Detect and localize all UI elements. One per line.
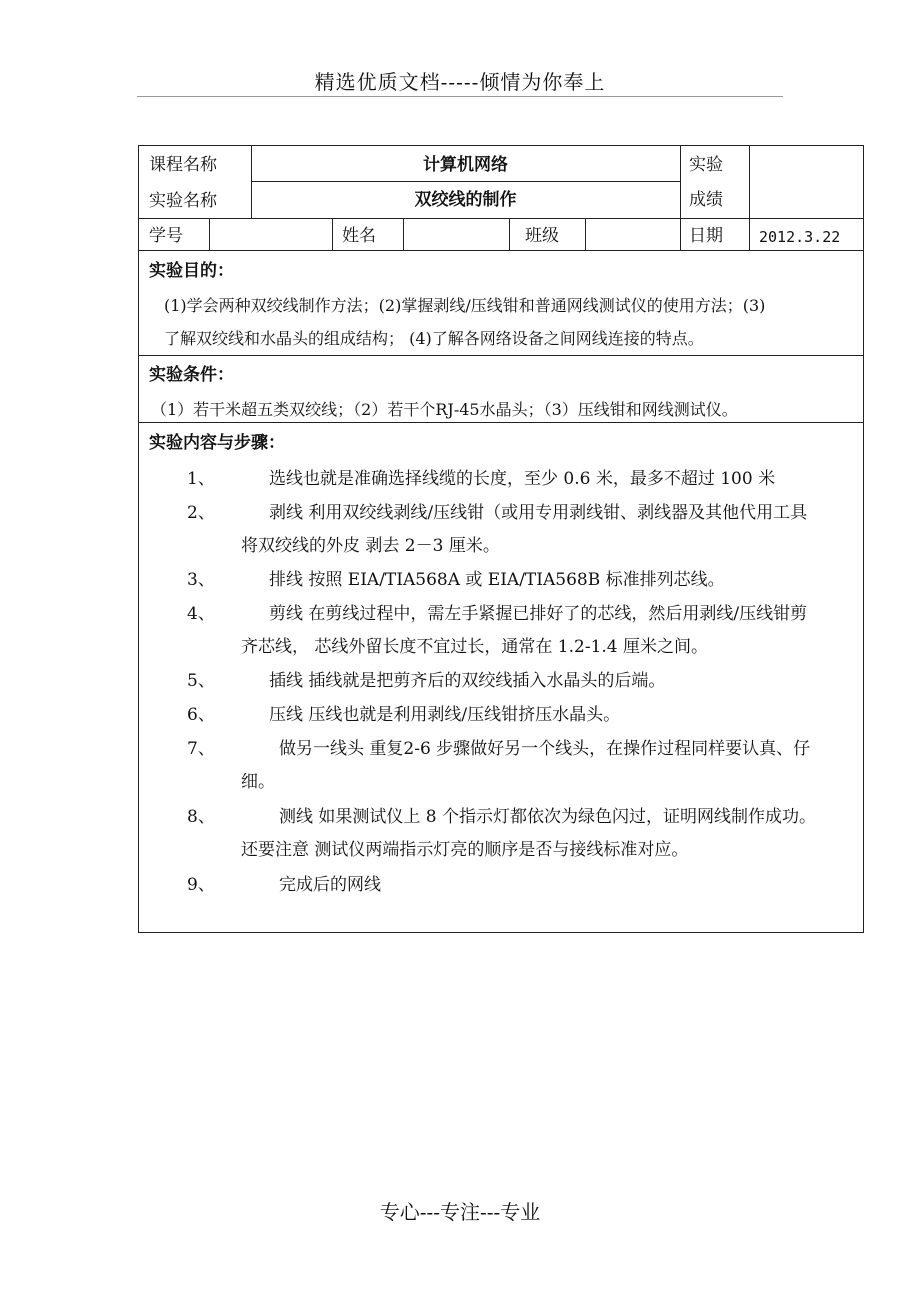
step-line-1: 做另一线头 重复2-6 步骤做好另一个线头，在操作过程同样要认真、仔	[279, 739, 811, 759]
row-divider	[139, 250, 863, 251]
exp-name-value: 双绞线的制作	[414, 190, 517, 210]
row-divider	[139, 218, 863, 219]
grade-label-1: 实验	[689, 155, 723, 175]
report-table	[138, 145, 864, 933]
step-line-1: 排线 按照 EIA/TIA568A 或 EIA/TIA568B 标准排列芯线。	[269, 570, 725, 590]
conditions-heading: 实验条件：	[149, 365, 234, 385]
step-number: 6、	[187, 705, 215, 725]
col-divider	[749, 218, 750, 250]
row-divider	[251, 181, 680, 182]
col-divider	[209, 218, 210, 250]
step-line-2: 将双绞线的外皮 剥去 2－3 厘米。	[241, 536, 500, 556]
col-divider	[509, 218, 510, 250]
step-line-1: 选线也就是准确选择线缆的长度，至少 0.6 米，最多不超过 100 米	[269, 469, 776, 489]
step-number: 7、	[187, 739, 215, 759]
step-line-1: 完成后的网线	[279, 875, 381, 895]
col-divider	[680, 218, 681, 250]
step-number: 3、	[187, 570, 215, 590]
exp-name-label: 实验名称	[149, 191, 217, 211]
row-divider	[139, 355, 863, 356]
step-number: 4、	[187, 604, 215, 624]
col-divider	[680, 146, 681, 218]
date-value: 2012.3.22	[759, 228, 841, 246]
step-line-2: 还要注意 测试仪两端指示灯亮的顺序是否与接线标准对应。	[241, 840, 689, 860]
row-divider	[139, 422, 863, 423]
header-divider	[137, 96, 783, 97]
name-label: 姓名	[342, 226, 376, 246]
grade-label-2: 成绩	[689, 190, 723, 210]
class-label: 班级	[525, 226, 559, 246]
date-label: 日期	[689, 226, 723, 246]
purpose-line-2: 了解双绞线和水晶头的组成结构； (4)了解各网络设备之间网线连接的特点。	[164, 329, 704, 348]
steps-heading: 实验内容与步骤：	[149, 433, 285, 453]
step-number: 1、	[187, 469, 215, 489]
step-line-2: 齐芯线， 芯线外留长度不宜过长，通常在 1.2-1.4 厘米之间。	[241, 637, 709, 657]
step-line-1: 压线 压线也就是利用剥线/压线钳挤压水晶头。	[269, 705, 621, 725]
step-number: 9、	[187, 875, 215, 895]
course-value: 计算机网络	[423, 155, 508, 175]
col-divider	[403, 218, 404, 250]
step-line-1: 测线 如果测试仪上 8 个指示灯都依次为绿色闪过，证明网线制作成功。	[279, 807, 817, 827]
col-divider	[749, 146, 750, 218]
student-id-label: 学号	[149, 226, 183, 246]
step-number: 2、	[187, 503, 215, 523]
step-line-1: 剪线 在剪线过程中，需左手紧握已排好了的芯线，然后用剥线/压线钳剪	[269, 604, 808, 624]
step-number: 5、	[187, 671, 215, 691]
col-divider	[332, 218, 333, 250]
course-label: 课程名称	[149, 155, 217, 175]
step-line-1: 剥线 利用双绞线剥线/压线钳（或用专用剥线钳、剥线器及其他代用工具	[269, 503, 808, 523]
conditions-line-1: （1）若干米超五类双绞线；（2）若干个RJ-45水晶头；（3）压线钳和网线测试仪。	[151, 400, 738, 419]
step-number: 8、	[187, 807, 215, 827]
purpose-heading: 实验目的：	[149, 261, 234, 281]
page-footer: 专心---专注---专业	[379, 1200, 541, 1224]
step-line-1: 插线 插线就是把剪齐后的双绞线插入水晶头的后端。	[269, 671, 666, 691]
col-divider	[585, 218, 586, 250]
purpose-line-1: (1)学会两种双绞线制作方法；(2)掌握剥线/压线钳和普通网线测试仪的使用方法；(3)	[164, 296, 766, 315]
page-header: 精选优质文档-----倾情为你奉上	[314, 70, 606, 94]
step-line-2: 细。	[241, 772, 275, 792]
